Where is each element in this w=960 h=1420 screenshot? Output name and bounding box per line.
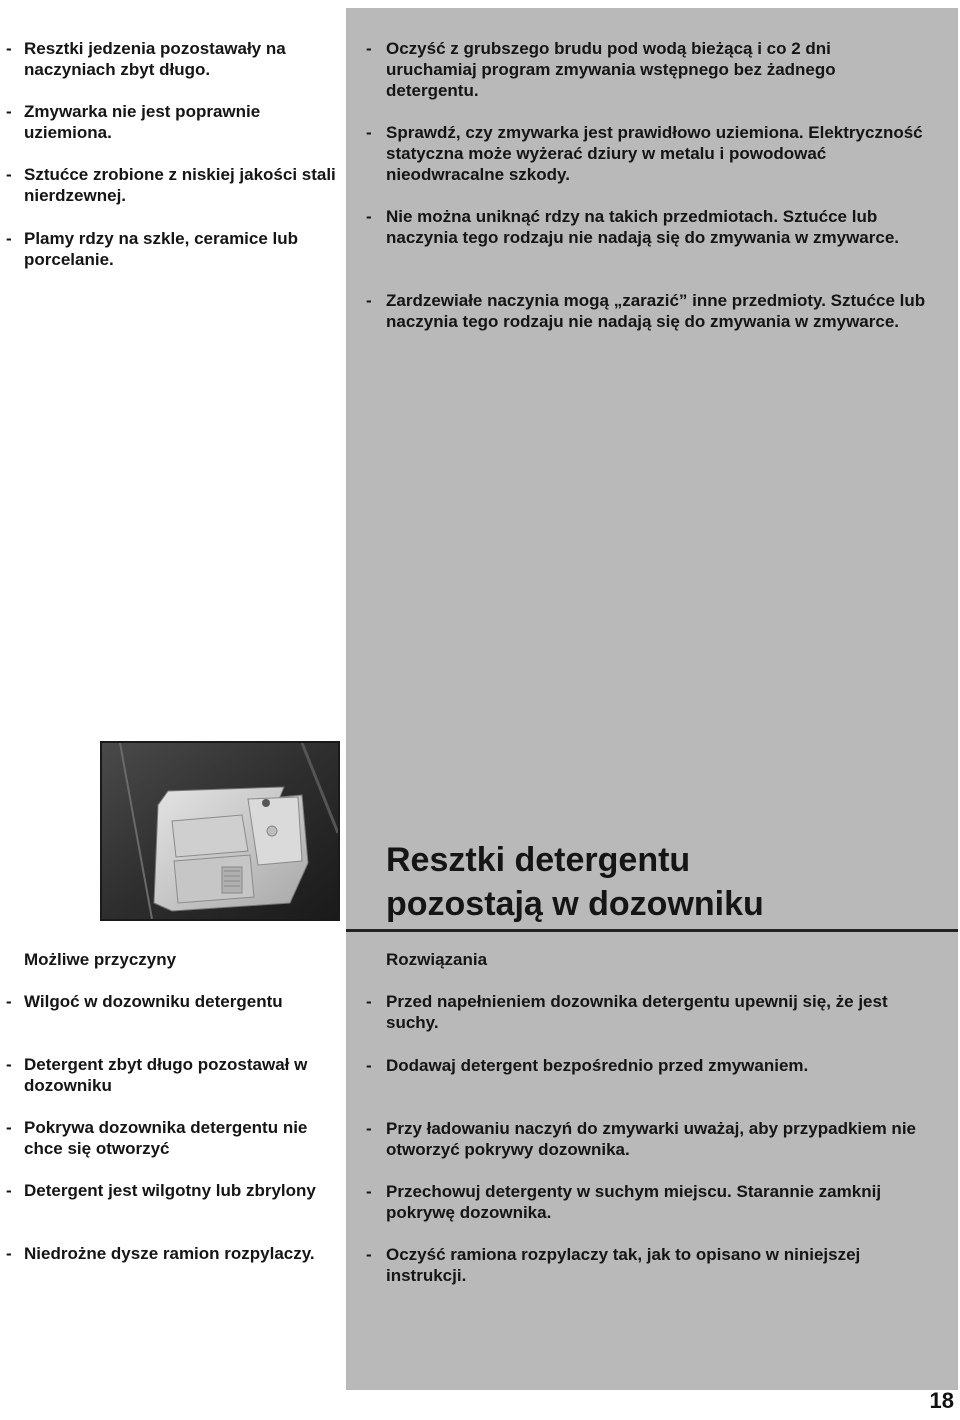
list-item: - Sprawdź, czy zmywarka jest prawidłowo uziemiona. Elektryczność statyczna może wyżerać dziury w metalu i powodować nieodwracalne szkody. [366, 122, 926, 185]
list-item: - Niedrożne dysze ramion rozpylaczy. [6, 1243, 336, 1264]
list-item: - Dodawaj detergent bezpośrednio przed zmywaniem. [366, 1055, 926, 1076]
solution-text: Nie można uniknąć rdzy na takich przedmiotach. Sztućce lub naczynia tego rodzaju nie nadają się do zmywania w zmywarce. [386, 207, 899, 247]
list-item: - Zardzewiałe naczynia mogą „zarazić” inne przedmioty. Sztućce lub naczynia tego rodzaju nie nadają się do zmywania w zmywarce. [366, 291, 926, 331]
cause-text: Detergent jest wilgotny lub zbrylony [24, 1181, 316, 1200]
cause-text: Detergent zbyt długo pozostawał w dozowniku [24, 1055, 308, 1095]
list-item: - Detergent zbyt długo pozostawał w dozowniku [6, 1054, 336, 1096]
list-item: - Detergent jest wilgotny lub zbrylony [6, 1180, 336, 1201]
list-item: - Sztućce zrobione z niskiej jakości stali nierdzewnej. [6, 165, 336, 205]
cause-text: Niedrożne dysze ramion rozpylaczy. [24, 1244, 315, 1263]
list-item: - Pokrywa dozownika detergentu nie chce się otworzyć [6, 1117, 336, 1159]
solution-text: Przed napełnieniem dozownika detergentu upewnij się, że jest suchy. [386, 992, 888, 1032]
list-item: - Oczyść z grubszego brudu pod wodą bieżącą i co 2 dni uruchamiaj program zmywania wstępnego bez żadnego detergentu. [366, 38, 926, 101]
list-item: - Nie można uniknąć rdzy na takich przedmiotach. Sztućce lub naczynia tego rodzaju nie nadają się do zmywania w zmywarce. [366, 206, 926, 248]
list-item: - Przy ładowaniu naczyń do zmywarki uważaj, aby przypadkiem nie otworzyć pokrywy dozownika. [366, 1118, 926, 1160]
page-number: 18 [929, 1388, 954, 1413]
cause-text: Pokrywa dozownika detergentu nie chce się otworzyć [24, 1118, 308, 1158]
causes-header: Możliwe przyczyny [24, 950, 177, 969]
list-item: - Przechowuj detergenty w suchym miejscu. Starannie zamknij pokrywę dozownika. [366, 1181, 926, 1223]
dispenser-photo [100, 741, 340, 921]
list-item: - Resztki jedzenia pozostawały na naczyniach zbyt długo. [6, 38, 336, 80]
solution-text: Zardzewiałe naczynia mogą „zarazić” inne przedmioty. Sztućce lub naczynia tego rodzaju nie nadają się do zmywania w zmywarce. [386, 291, 926, 331]
dispenser-illustration [102, 743, 338, 919]
cause-text: Zmywarka nie jest poprawnie uziemiona. [24, 102, 261, 142]
solution-text: Oczyść ramiona rozpylaczy tak, jak to opisano w niniejszej instrukcji. [386, 1245, 861, 1285]
list-item: - Plamy rdzy na szkle, ceramice lub porcelanie. [6, 228, 336, 270]
list-item: - Zmywarka nie jest poprawnie uziemiona. [6, 101, 336, 143]
cause-text: Resztki jedzenia pozostawały na naczyniach zbyt długo. [24, 39, 286, 79]
solution-text: Oczyść z grubszego brudu pod wodą bieżącą i co 2 dni uruchamiaj program zmywania wstępnego bez żadnego detergentu. [386, 39, 836, 100]
section-heading: Resztki detergentu pozostają w dozowniku [386, 841, 764, 923]
cause-text: Sztućce zrobione z niskiej jakości stali nierdzewnej. [24, 165, 336, 205]
solution-text: Przechowuj detergenty w suchym miejscu. Starannie zamknij pokrywę dozownika. [386, 1182, 882, 1222]
list-item: - Oczyść ramiona rozpylaczy tak, jak to opisano w niniejszej instrukcji. [366, 1244, 926, 1286]
solutions-header: Rozwiązania [386, 950, 488, 969]
solution-text: Przy ładowaniu naczyń do zmywarki uważaj, aby przypadkiem nie otworzyć pokrywy dozownika. [386, 1119, 916, 1159]
list-item: - Przed napełnieniem dozownika detergentu upewnij się, że jest suchy. [366, 991, 926, 1033]
list-item: - Wilgoć w dozowniku detergentu [6, 991, 336, 1012]
solution-text: Sprawdź, czy zmywarka jest prawidłowo uziemiona. Elektryczność statyczna może wyżerać dziury w metalu i powodować nieodwracalne szkody. [386, 123, 923, 184]
cause-text: Wilgoć w dozowniku detergentu [24, 992, 283, 1011]
heading-divider [346, 929, 958, 932]
solution-text: Dodawaj detergent bezpośrednio przed zmywaniem. [386, 1056, 809, 1075]
cause-text: Plamy rdzy na szkle, ceramice lub porcelanie. [24, 229, 299, 269]
